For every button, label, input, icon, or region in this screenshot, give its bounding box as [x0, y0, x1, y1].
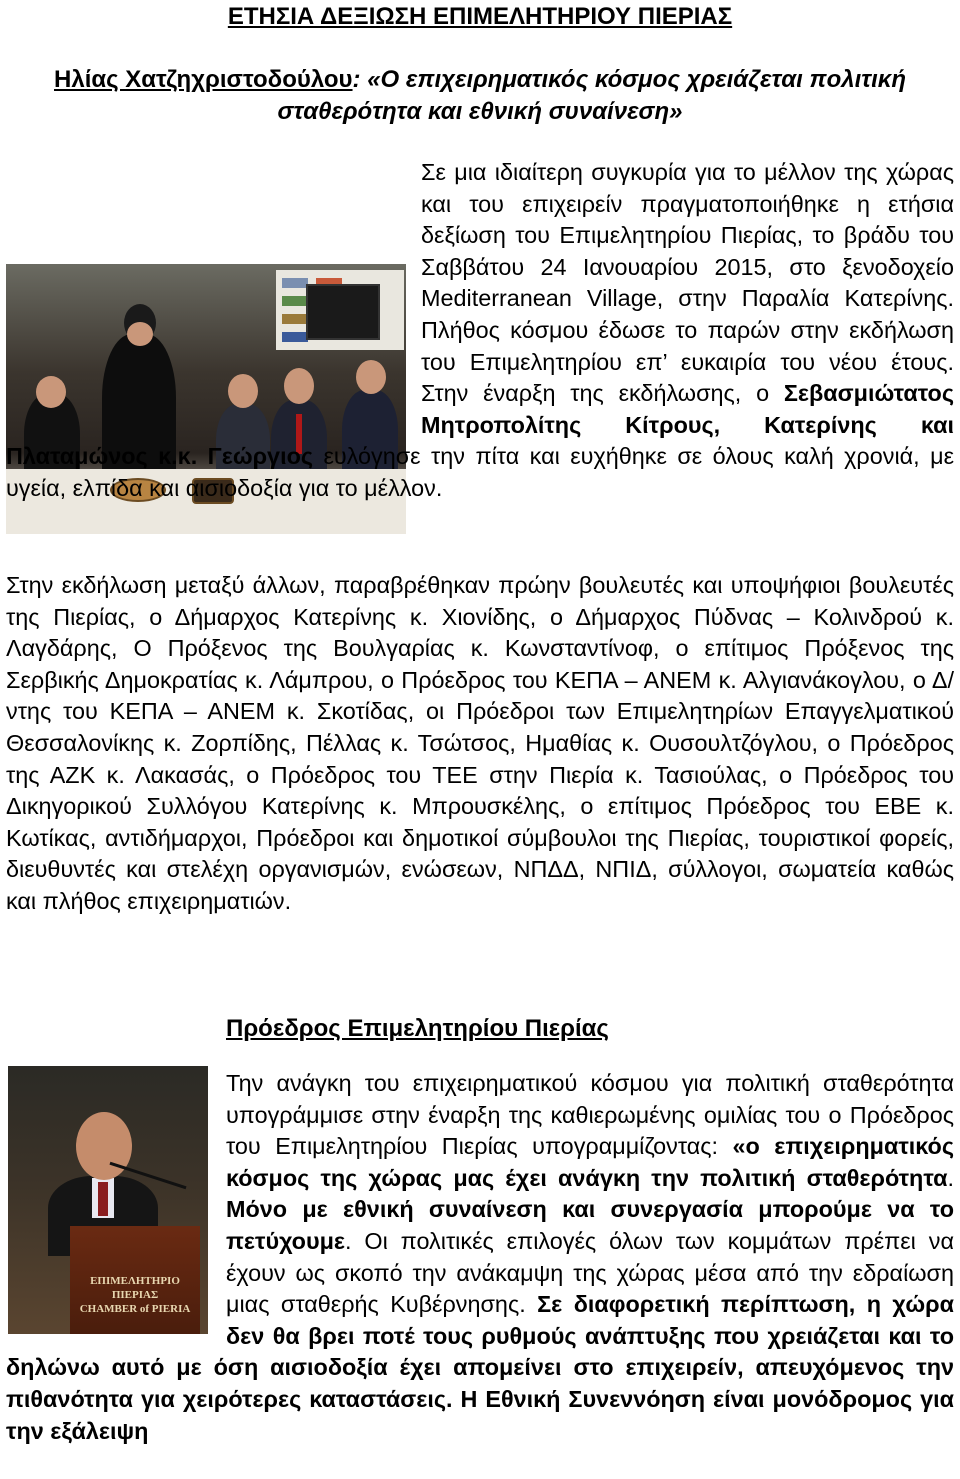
paragraph-attendees: Στην εκδήλωση μεταξύ άλλων, παραβρέθηκαν πρώην βουλευτές και υποψήφιοι βουλευτές της Πιερίας, ο Δήμαρχος Κατερίνης κ. Χιονίδης, ο Δήμαρχος Πύδνας – Κολινδρού κ. Λαγδάρης, Ο Πρόξενος της Βουλγαρίας κ. Κωνσταντίνοφ, ο επίτιμος Πρόξενος της Σερβικής Δημοκρατίας κ. Λάμπρου, ο Πρόεδρος του ΚΕΠΑ – ΑΝΕΜ κ. Αλγιανάκογλου, ο Δ/ντης του ΚΕΠΑ – ΑΝΕΜ κ. Σκοτίδας, οι Πρόεδροι των Επιμελητηρίων Επαγγελματικού Θεσσαλονίκης κ. Ζορπίδης, Πέλλας κ. Τσώτσος, Ημαθίας κ. Ουσουλτζόγλου, ο Πρόεδρος της ΑΖΚ κ. Λακασάς, ο Πρόεδρος του ΤΕΕ στην Πιερία κ. Τασιούλας, ο Πρόεδρος του Δικηγορικού Συλλόγου Κατερίνης κ. Μπρουσκέλης, ο επίτιμος Πρόεδρος του ΕΒΕ κ. Κωτίκας, αντιδήμαρχοι, Πρόεδροι και δημοτικοί σύμβουλοι της Πιερίας, τουριστικοί φορείς, διευθυντές και στελέχη οργανισμών, ενώσεων, ΝΠΔΔ, ΝΠΙΔ, σύλλογοι, σωματεία καθώς και πλήθος επιχειρηματιών.	[6, 572, 954, 914]
speech-quote-3: Σε διαφορετική περίπτωση, η χώρα δεν θα βρει ποτέ τους ρυθμούς ανάπτυξης που χρειάζεται και το δηλώνω αυτό με όση αισιοδοξία έχει απομείνει στο επιχειρείν, απευχόμενος την πιθανότητα για χειρότερες καταστάσεις. Η Εθνική Συνεννόηση είναι μονόδρομος για την εξάλειψη	[6, 1291, 954, 1444]
metropolitan-name: Σεβασμιώτατος Μητροπολίτης Κίτρους, Κατερίνης και Πλαταμώνος κ.κ. Γεώργιος	[6, 380, 954, 470]
subtitle-quote: : «Ο επιχειρηματικός κόσμος χρειάζεται πολιτική σταθερότητα και εθνική συναίνεση»	[277, 66, 906, 125]
podium-label-greek: ΕΠΙΜΕΛΗΤΗΡΙΟ ΠΙΕΡΙΑΣ	[90, 1275, 180, 1301]
article-subtitle	[0, 64, 960, 128]
paragraph-president-speech: Την ανάγκη του επιχειρηματικού κόσμου για πολιτική σταθερότητα υπογράμμισε στην έναρξη της καθιερωμένης ομιλίας του ο Πρόεδρος του Επιμελητηρίου Πιερίας υπογραμμίζοντας: «ο επιχειρηματικός κόσμος της χώρας μας έχει ανάγκη την πολιτική σταθερότητα. Μόνο με εθνική συναίνεση και συνεργασία μπορούμε να το πετύχουμε. Οι πολιτικές επιλογές όλων των κομμάτων πρέπει να έχουν ως σκοπό την ανάκαμψη της χώρας μέσα από την εδραίωση μιας σταθερής Κυβέρνησης. Σε διαφορετική περίπτωση, η χώρα δεν θα βρει ποτέ τους ρυθμούς ανάπτυξης που χρειάζεται και το δηλώνω αυτό με όση αισιοδοξία έχει απομείνει στο επιχειρείν, απευχόμενος την πιθανότητα για χειρότερες καταστάσεις. Η Εθνική Συνεννόηση είναι μονόδρομος για την εξάλειψη	[6, 1070, 954, 1444]
podium-label-english: CHAMBER of PIERIA	[79, 1303, 191, 1315]
article-title: ΕΤΗΣΙΑ ΔΕΞΙΩΣΗ ΕΠΙΜΕΛΗΤΗΡΙΟΥ ΠΙΕΡΙΑΣ	[227, 3, 733, 30]
speech-quote-2: Μόνο με εθνική συναίνεση και συνεργασία μπορούμε να το πετύχουμε	[226, 1196, 954, 1254]
section-heading: Πρόεδρος Επιμελητηρίου Πιερίας	[226, 1015, 609, 1042]
speech-quote-1: «ο επιχειρηματικός κόσμος της χώρας μας έχει ανάγκη την πολιτική σταθερότητα	[226, 1133, 954, 1191]
subtitle-author: Ηλίας Χατζηχριστοδούλου	[54, 66, 353, 93]
paragraph-intro: Σε μια ιδιαίτερη συγκυρία για το μέλλον της χώρας και του επιχειρείν πραγματοποιήθηκε η ετήσια δεξίωση του Επιμελητηρίου Πιερίας, το βράδυ του Σαββάτου 24 Ιανουαρίου 2015, στο ξενοδοχείο Mediterranean Village, στην Παραλία Κατερίνης. Πλήθος κόσμου έδωσε το παρών στην εκδήλωση του Επιμελητηρίου επ’ ευκαιρία του νέου έτους. Στην έναρξη της εκδήλωσης, ο Σεβασμιώτατος Μητροπολίτης Κίτρους, Κατερίνης και Πλαταμώνος κ.κ. Γεώργιος ευλόγησε την πίτα και ευχήθηκε σε όλους καλή χρονιά, με υγεία, ελπίδα και αισιοδοξία για το μέλλον.	[6, 159, 955, 501]
